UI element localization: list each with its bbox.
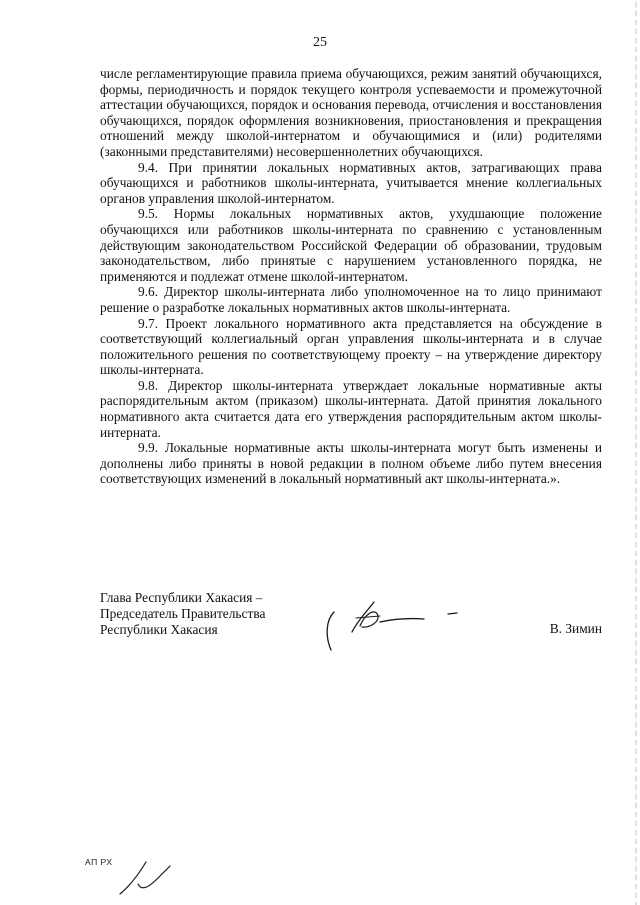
office-mark: АП РХ <box>85 857 113 867</box>
handwritten-signature <box>322 598 472 656</box>
paragraph-9-4: 9.4. При принятии локальных нормативных актов, затрагивающих права обучающихся и работников школы-интерната, учитывается мнение коллегиальных органов управления школой-интернатом. <box>100 159 602 206</box>
signatory-title-line: Председатель Правительства <box>100 605 266 621</box>
signatory-name: В. Зимин <box>549 621 602 636</box>
signatory-title-line: Глава Республики Хакасия – <box>100 590 263 605</box>
scan-margin-dots <box>635 0 637 905</box>
document-body <box>100 66 602 487</box>
paragraph-9-8: 9.8. Директор школы-интерната утверждает локальные нормативные акты распорядительным актом (приказом) школы-интерната. Датой принятия локального нормативного акта считается дата его утверждения распорядительным актом школы-интерната. <box>100 377 602 440</box>
page-number: 25 <box>313 35 327 50</box>
handwritten-initials <box>112 858 174 896</box>
signatory-title-line: Республики Хакасия <box>100 621 218 637</box>
paragraph-9-5: 9.5. Нормы локальных нормативных актов, ухудшающие положение обучающихся или работников школы-интерната по сравнению с установленным действующим законодательством Российской Федерации об образовании, трудовым законодательством, либо принятые с нарушением установленного порядка, не применяются и подлежат отмене школой-интернатом. <box>100 206 602 284</box>
paragraph-9-6: 9.6. Директор школы-интерната либо уполномоченное на то лицо принимают решение о разработке локальных нормативных актов школы-интерната. <box>100 284 602 315</box>
signatory-title <box>100 590 265 637</box>
paragraph-9-9: 9.9. Локальные нормативные акты школы-интерната могут быть изменены и дополнены либо приняты в новой редакции в полном объеме либо путем внесения соответствующих изменений в локальный нормативный акт школы-интерната.». <box>100 440 602 487</box>
paragraph-9-7: 9.7. Проект локального нормативного акта представляется на обсуждение в соответствующий коллегиальный орган управления школы-интерната и в случае положительного решения по соответствующему проекту – на утверждение директору школы-интерната. <box>100 315 602 378</box>
paragraph-continuation: числе регламентирующие правила приема обучающихся, режим занятий обучающихся, формы, периодичность и порядок текущего контроля успеваемости и промежуточной аттестации обучающихся, порядок и основания перевода, отчисления и восстановления обучающихся, порядок оформления возникновения, приостановления и прекращения отношений между школой-интернатом и обучающимися и (или) родителями (законными представителями) несовершеннолетних обучающихся. <box>100 66 602 159</box>
